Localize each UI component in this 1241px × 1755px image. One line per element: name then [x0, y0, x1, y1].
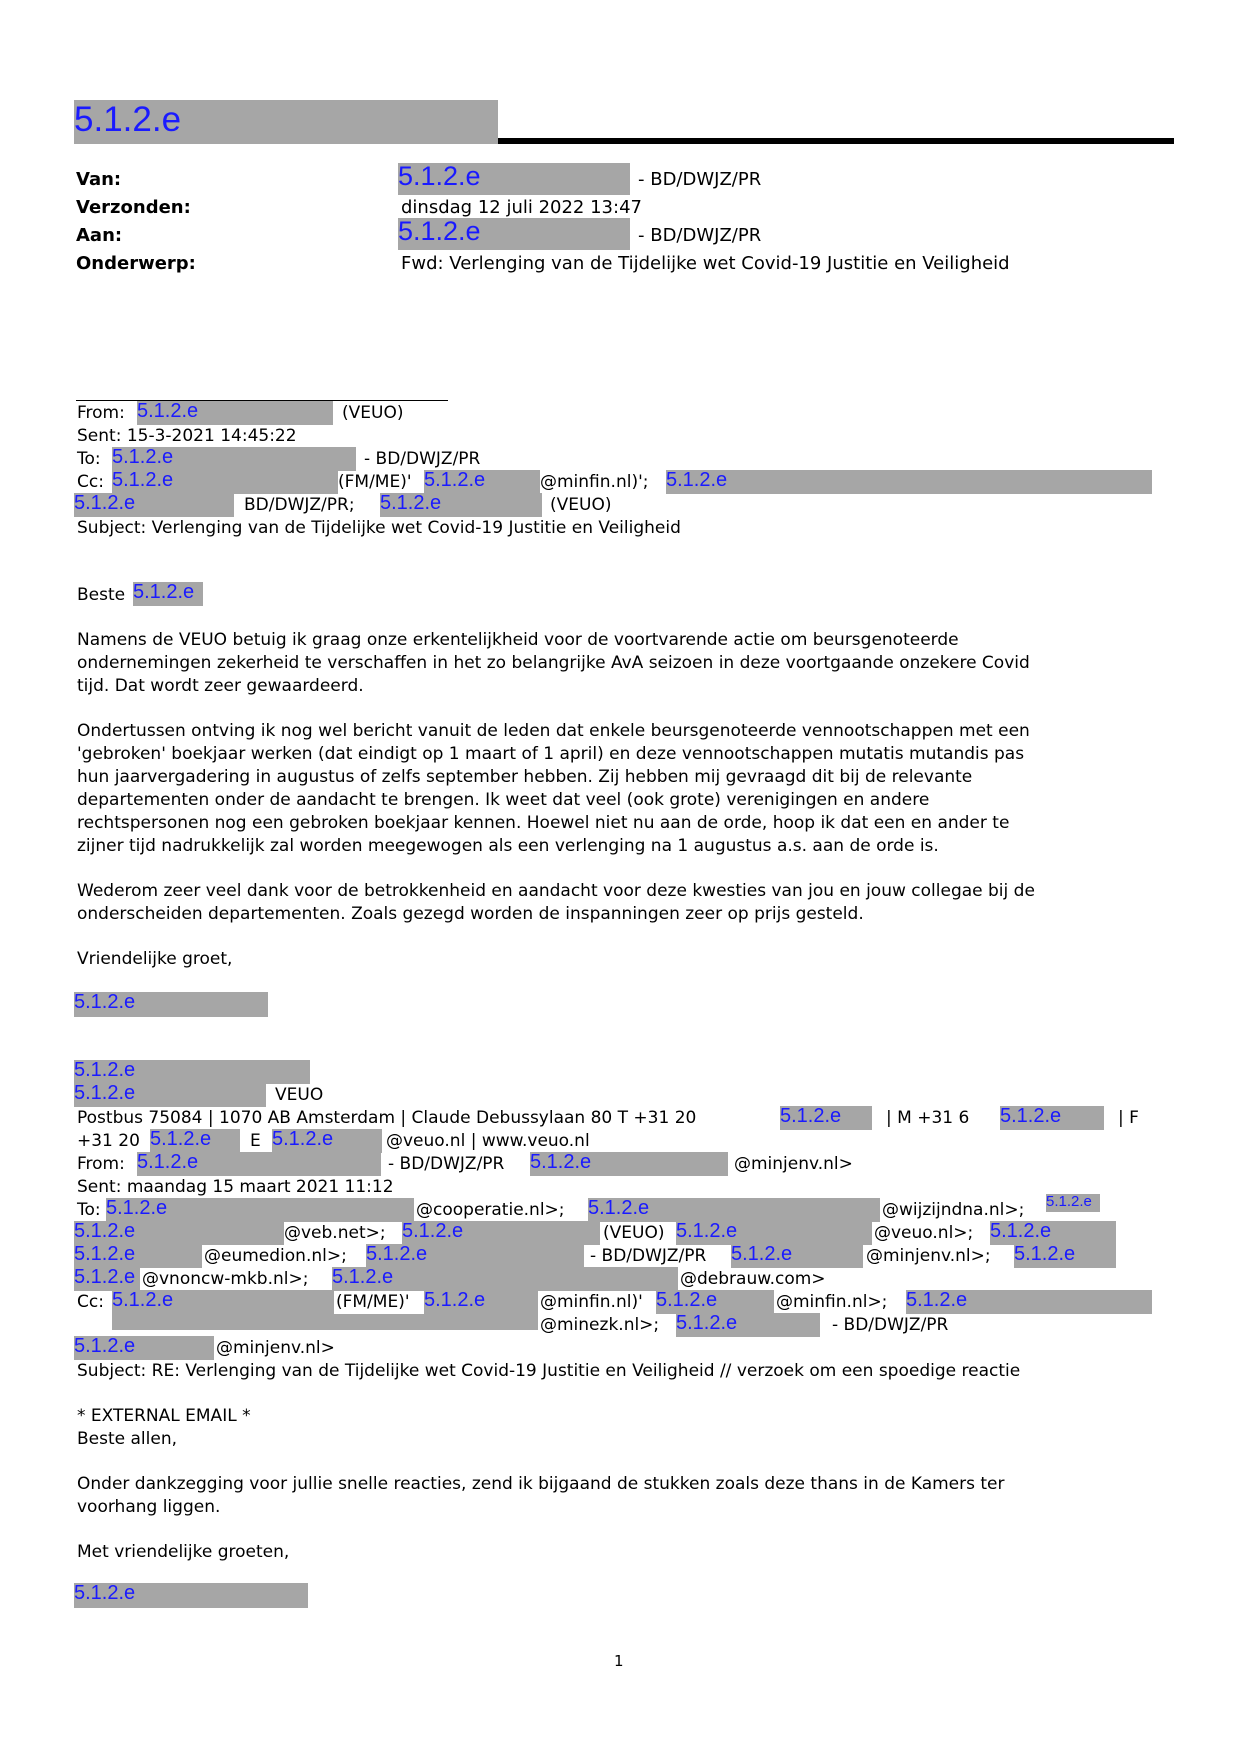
sig-title-redaction: 5.1.2.e [74, 1083, 266, 1107]
fwd2-l4-redaction-1: 5.1.2.e [74, 1267, 140, 1291]
letter1-p2-l2: 'gebroken' boekjaar werken (dat eindigt op 1 maart of 1 april) en deze vennootschappen mutatis mutandis pas [77, 744, 1025, 764]
van-label: Van: [76, 169, 122, 190]
fwd1-sent: Sent: 15-3-2021 14:45:22 [77, 426, 297, 446]
aan-label: Aan: [76, 225, 123, 246]
fwd1-cc2-redaction-2: 5.1.2.e [380, 493, 542, 517]
fwd1-from-redaction: 5.1.2.e [137, 401, 333, 425]
letter1-p1-l1: Namens de VEUO betuig ik graag onze erkentelijkheid voor de voortvarende actie om beursgenoteerde [77, 630, 959, 650]
fwd2-cc3-minjenv: @minjenv.nl> [216, 1338, 335, 1358]
fwd1-cc-redaction-1: 5.1.2.e [112, 470, 338, 494]
sig-fax-prefix: +31 20 [77, 1131, 140, 1151]
sig-fax-redaction: 5.1.2.e [150, 1129, 240, 1153]
fwd2-to-coop: @cooperatie.nl>; [416, 1200, 565, 1220]
letter2-external: * EXTERNAL EMAIL * [77, 1406, 251, 1426]
letter2-signer-redaction: 5.1.2.e [74, 1583, 308, 1608]
fwd2-l3-redaction-2: 5.1.2.e [366, 1244, 584, 1268]
letter1-closing: Vriendelijke groet, [77, 949, 233, 969]
fwd2-l2-redaction-3: 5.1.2.e [676, 1221, 872, 1245]
letter1-greeting-redaction: 5.1.2.e [133, 582, 203, 606]
sig-org: VEUO [275, 1085, 324, 1105]
fwd2-cc-minfin-2: @minfin.nl>; [776, 1292, 888, 1312]
verzonden-label: Verzonden: [76, 197, 191, 218]
fwd2-cc2-redaction-1 [112, 1314, 538, 1330]
fwd2-cc-fmme: (FM/ME)' [336, 1292, 410, 1312]
letter2-closing: Met vriendelijke groeten, [77, 1542, 290, 1562]
letter2-p1-l1: Onder dankzegging voor jullie snelle reacties, zend ik bijgaand de stukken zoals deze thans in de Kamers ter [77, 1474, 1005, 1494]
fwd2-l3-redaction-1: 5.1.2.e [74, 1244, 202, 1268]
title-redaction: 5.1.2.e [74, 100, 498, 144]
fwd2-to-redaction-3: 5.1.2.e [1046, 1194, 1100, 1212]
fwd1-from-suffix: (VEUO) [342, 403, 404, 423]
fwd2-l3-redaction-3: 5.1.2.e [731, 1244, 863, 1268]
fwd2-cc-redaction-2: 5.1.2.e [424, 1290, 538, 1314]
fwd2-to-label: To: [77, 1200, 101, 1220]
fwd2-l3-redaction-4: 5.1.2.e [1014, 1244, 1116, 1268]
letter1-p2-l5: rechtspersonen nog een gebroken boekjaar kennen. Hoewel niet nu aan de orde, hoop ik dat een en ander te [77, 813, 1010, 833]
fwd1-subject: Subject: Verlenging van de Tijdelijke wet Covid-19 Justitie en Veiligheid [77, 518, 681, 538]
sig-name-redaction: 5.1.2.e [74, 1060, 310, 1084]
fwd2-cc-redaction-4: 5.1.2.e [906, 1290, 1152, 1314]
fwd2-cc-minfin-1: @minfin.nl)' [540, 1292, 643, 1312]
fwd2-l2-veuo-domain: @veuo.nl>; [874, 1223, 974, 1243]
letter2-p1-l2: voorhang liggen. [77, 1497, 221, 1517]
sig-phone-f: | F [1118, 1108, 1139, 1128]
letter1-p2-l6: zijner tijd nadrukkelijk zal worden meegewogen als een verlenging na 1 augustus a.s. aan de orde is. [77, 836, 939, 856]
fwd1-to-redaction: 5.1.2.e [112, 447, 356, 471]
aan-redaction: 5.1.2.e [398, 218, 630, 250]
van-suffix: - BD/DWJZ/PR [638, 169, 762, 190]
fwd1-cc-redaction-2: 5.1.2.e [424, 470, 540, 494]
fwd1-cc-label: Cc: [77, 472, 104, 492]
fwd2-cc-redaction-3: 5.1.2.e [656, 1290, 774, 1314]
fwd2-from-redaction-1: 5.1.2.e [137, 1152, 381, 1176]
fwd1-cc-redaction-3: 5.1.2.e [666, 470, 1152, 494]
van-redaction: 5.1.2.e [398, 163, 630, 195]
letter1-greeting: Beste [77, 585, 126, 605]
fwd2-from-label: From: [77, 1154, 125, 1174]
title-rule [498, 138, 1174, 144]
fwd2-l2-redaction-1: 5.1.2.e [74, 1221, 284, 1245]
fwd2-from-redaction-2: 5.1.2.e [530, 1152, 728, 1176]
fwd2-l3-bd-pr: - BD/DWJZ/PR [590, 1246, 707, 1266]
onderwerp-value: Fwd: Verlenging van de Tijdelijke wet Covid-19 Justitie en Veiligheid [401, 253, 1010, 274]
sig-address: Postbus 75084 | 1070 AB Amsterdam | Claude Debussylaan 80 T +31 20 [77, 1108, 697, 1128]
fwd1-cc2-redaction-1: 5.1.2.e [74, 493, 234, 517]
fwd2-l3-eumedion: @eumedion.nl>; [204, 1246, 347, 1266]
fwd2-from-mid: - BD/DWJZ/PR [388, 1154, 505, 1174]
fwd2-l2-veuo-tag: (VEUO) [603, 1223, 665, 1243]
letter1-p2-l1: Ondertussen ontving ik nog wel bericht vanuit de leden dat enkele beursgenoteerde vennootschappen met een [77, 721, 1030, 741]
sig-phone-m-redaction: 5.1.2.e [1000, 1106, 1104, 1130]
fwd2-l2-redaction-2: 5.1.2.e [402, 1221, 600, 1245]
sig-email-web: @veuo.nl | www.veuo.nl [386, 1131, 590, 1151]
fwd2-l2-redaction-4: 5.1.2.e [990, 1221, 1116, 1245]
fwd2-sent: Sent: maandag 15 maart 2021 11:12 [77, 1177, 394, 1197]
fwd2-cc3-redaction: 5.1.2.e [74, 1336, 214, 1360]
fwd2-l4-debrauw: @debrauw.com> [680, 1269, 826, 1289]
fwd1-cc2-bd: BD/DWJZ/PR; [244, 495, 355, 515]
letter1-p1-l2: ondernemingen zekerheid te verschaffen in het zo belangrijke AvA seizoen in deze voortgaande onzekere Covid [77, 653, 1030, 673]
fwd2-subject: Subject: RE: Verlenging van de Tijdelijke wet Covid-19 Justitie en Veiligheid // verzoek om een spoedige reactie [77, 1361, 1021, 1381]
fwd2-cc2-bd: - BD/DWJZ/PR [832, 1315, 949, 1335]
letter1-signer-redaction: 5.1.2.e [74, 992, 268, 1017]
letter1-p3-l1: Wederom zeer veel dank voor de betrokkenheid en aandacht voor deze kwesties van jou en jouw collegae bij de [77, 881, 1035, 901]
sig-phone-m: | M +31 6 [886, 1108, 970, 1128]
verzonden-value: dinsdag 12 juli 2022 13:47 [401, 197, 642, 218]
fwd1-cc2-veuo: (VEUO) [550, 495, 612, 515]
fwd2-cc-redaction-1: 5.1.2.e [112, 1290, 334, 1314]
onderwerp-label: Onderwerp: [76, 253, 196, 274]
fwd1-to-label: To: [77, 449, 101, 469]
letter1-p2-l3: hun jaarvergadering in augustus of zelfs september hebben. Zij hebben mij gevraagd dit bij de relevante [77, 767, 973, 787]
fwd2-cc2-minezk: @minezk.nl>; [540, 1315, 660, 1335]
letter2-greeting: Beste allen, [77, 1429, 178, 1449]
fwd1-from-label: From: [77, 403, 125, 423]
sig-email-redaction: 5.1.2.e [272, 1129, 382, 1153]
sig-email-e: E [250, 1131, 261, 1151]
fwd2-to-wijzijn: @wijzijndna.nl>; [882, 1200, 1025, 1220]
fwd1-cc-fmme: (FM/ME)' [338, 472, 412, 492]
page-number: 1 [614, 1652, 624, 1670]
fwd2-cc2-redaction-2: 5.1.2.e [676, 1313, 820, 1337]
fwd2-l4-redaction-2: 5.1.2.e [332, 1267, 678, 1291]
fwd1-cc-minfin: @minfin.nl)'; [540, 472, 649, 492]
fwd2-l4-vnoncw: @vnoncw-mkb.nl>; [142, 1269, 309, 1289]
letter1-p1-l3: tijd. Dat wordt zeer gewaardeerd. [77, 676, 364, 696]
fwd2-from-domain: @minjenv.nl> [734, 1154, 853, 1174]
sig-phone-t-redaction: 5.1.2.e [780, 1106, 872, 1130]
fwd1-to-suffix: - BD/DWJZ/PR [364, 449, 481, 469]
fwd2-to-redaction-1: 5.1.2.e [106, 1198, 414, 1222]
aan-suffix: - BD/DWJZ/PR [638, 225, 762, 246]
fwd2-l2-veb: @veb.net>; [284, 1223, 386, 1243]
fwd2-l3-minjenv: @minjenv.nl>; [866, 1246, 991, 1266]
letter1-p3-l2: onderscheiden departementen. Zoals gezegd worden de inspanningen zeer op prijs gesteld. [77, 904, 864, 924]
fwd2-to-redaction-2: 5.1.2.e [588, 1198, 880, 1222]
fwd2-cc-label: Cc: [77, 1292, 104, 1312]
letter1-p2-l4: departementen onder de aandacht te brengen. Ik weet dat veel (ook grote) verenigingen en andere [77, 790, 930, 810]
